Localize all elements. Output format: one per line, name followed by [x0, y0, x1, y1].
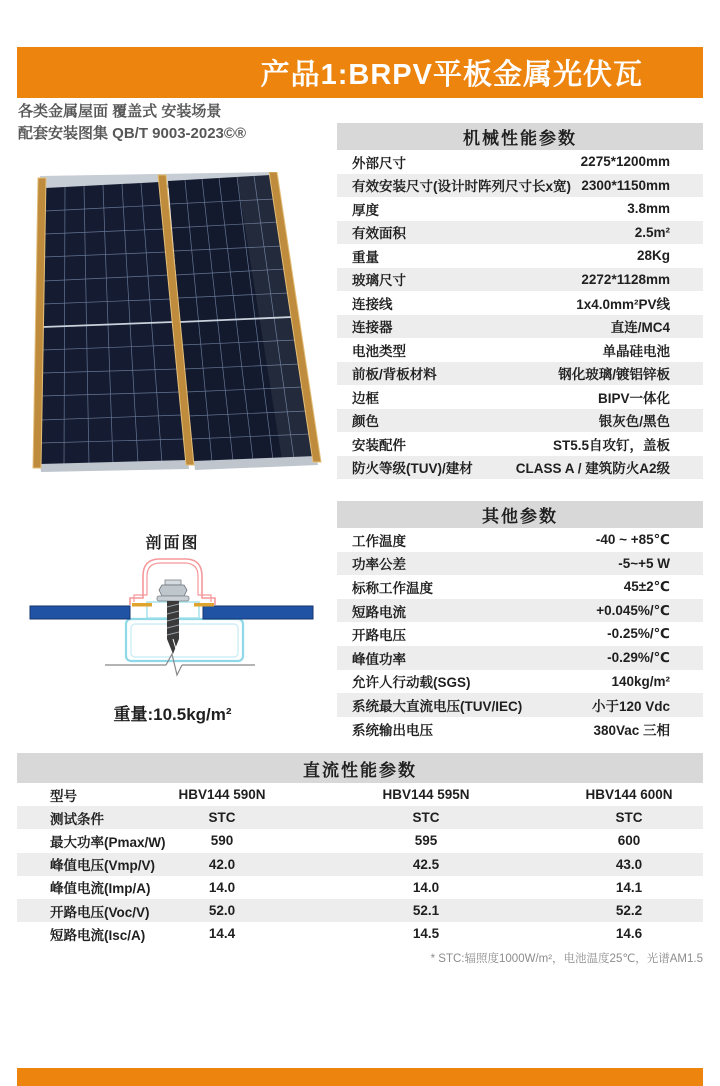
param-value: 银灰色/黑色	[598, 414, 670, 430]
param-value: 45±2℃	[623, 578, 670, 594]
table-row	[17, 829, 703, 852]
param-label: 短路电流(Isc/A)	[50, 927, 146, 943]
param-value: 595	[414, 833, 438, 849]
table-row	[17, 899, 703, 922]
table-row	[337, 693, 703, 717]
table-row	[337, 575, 703, 599]
param-label: 测试条件	[50, 811, 104, 827]
param-label: 连接器	[352, 320, 393, 336]
param-label: 边框	[352, 390, 379, 406]
param-value: 14.0	[208, 879, 236, 895]
param-value: 14.4	[208, 926, 236, 942]
param-value: 小于120 Vdc	[591, 698, 670, 714]
solar-panel-image	[32, 172, 324, 472]
param-label: 峰值功率	[352, 651, 406, 667]
table-row	[337, 456, 703, 480]
table-row	[337, 385, 703, 409]
param-label: 短路电流	[352, 604, 406, 620]
intro-text	[18, 101, 246, 145]
param-value: BIPV一体化	[597, 390, 670, 406]
param-label: 前板/背板材料	[352, 367, 437, 383]
table-row	[337, 717, 703, 741]
param-label: 标称工作温度	[352, 580, 433, 596]
param-label: 安装配件	[352, 437, 406, 453]
table-row	[337, 362, 703, 386]
section-diagram-title: 剖面图	[145, 535, 200, 552]
param-label: 型号	[50, 788, 77, 804]
table-row	[337, 646, 703, 670]
param-value: +0.045%/℃	[596, 602, 670, 618]
stc-footnote: * STC:辐照度1000W/m²，电池温度25℃，光谱AM1.5	[430, 953, 703, 965]
cross-section-drawing	[25, 550, 320, 678]
table-row	[337, 291, 703, 315]
param-value: 42.0	[208, 856, 236, 872]
dc-performance-table	[17, 753, 703, 945]
table-row	[337, 315, 703, 339]
table-row	[337, 432, 703, 456]
param-value: STC	[208, 810, 236, 826]
param-value: 28Kg	[636, 248, 670, 264]
page-footer-bar	[17, 1068, 703, 1086]
param-label: 重量	[352, 249, 379, 265]
table-row	[337, 150, 703, 174]
product-photo	[32, 172, 324, 472]
table-row	[17, 783, 703, 806]
section-diagram	[25, 550, 320, 678]
table-row	[337, 528, 703, 552]
param-value: HBV144 595N	[382, 787, 470, 803]
param-value: 52.2	[615, 903, 643, 919]
param-value: 直连/MC4	[610, 320, 670, 336]
param-value: 52.1	[412, 903, 440, 919]
param-label: 开路电压(Voc/V)	[50, 904, 150, 920]
param-value: 1x4.0mm²PV线	[576, 296, 670, 312]
table-row	[337, 244, 703, 268]
param-label: 允许人行动载(SGS)	[352, 675, 471, 691]
other-params-title: 其他参数	[337, 501, 703, 528]
param-label: 有效面积	[352, 226, 406, 242]
param-value: 140kg/m²	[611, 673, 670, 689]
param-value: STC	[412, 810, 440, 826]
param-value: 2300*1150mm	[581, 177, 670, 193]
param-label: 有效安装尺寸(设计时阵列尺寸长x宽)	[352, 179, 571, 195]
param-label: 工作温度	[352, 533, 406, 549]
table-row	[337, 197, 703, 221]
page-header	[17, 47, 703, 98]
param-label: 电池类型	[352, 343, 406, 359]
param-label: 外部尺寸	[352, 155, 406, 171]
param-label: 峰值电压(Vmp/V)	[50, 858, 156, 874]
table-row	[17, 853, 703, 876]
table-row	[337, 221, 703, 245]
param-label: 系统最大直流电压(TUV/IEC)	[352, 698, 523, 714]
param-value: HBV144 600N	[585, 787, 673, 803]
dc-table-rows	[17, 783, 703, 945]
table-row	[337, 622, 703, 646]
table-row	[337, 599, 703, 623]
param-value: 14.0	[412, 879, 440, 895]
intro-line-1: 各类金属屋面 覆盖式 安装场景	[18, 103, 222, 120]
param-value: 43.0	[615, 856, 643, 872]
mechanical-table-rows	[337, 150, 703, 479]
intro-line-2: 配套安装图集 QB/T 9003-2023©®	[18, 125, 247, 142]
param-value: ST5.5自攻钉，盖板	[552, 437, 670, 453]
param-value: 600	[617, 833, 641, 849]
param-value: -5~+5 W	[618, 555, 670, 571]
table-row	[17, 876, 703, 899]
param-value: 380Vac 三相	[593, 722, 670, 738]
weight-label: 重量:10.5kg/m²	[113, 705, 232, 724]
param-label: 连接线	[352, 296, 393, 312]
mechanical-table	[337, 123, 703, 479]
param-value: 42.5	[412, 856, 440, 872]
param-value: -40 ~ +85℃	[595, 531, 670, 547]
other-params-table	[337, 501, 703, 740]
table-row	[337, 670, 703, 694]
param-label: 玻璃尺寸	[352, 273, 406, 289]
page-title: 产品1:BRPV平板金属光伏瓦	[260, 59, 643, 91]
table-row	[337, 552, 703, 576]
table-row	[337, 268, 703, 292]
other-params-rows	[337, 528, 703, 740]
param-value: 2.5m²	[634, 224, 670, 240]
param-value: STC	[615, 810, 643, 826]
param-value: CLASS A / 建筑防火A2级	[515, 461, 670, 477]
param-value: 2272*1128mm	[581, 271, 670, 287]
param-label: 防火等级(TUV)/建材	[352, 461, 473, 477]
param-value: 14.1	[615, 879, 643, 895]
param-value: 3.8mm	[627, 201, 670, 217]
table-row	[337, 338, 703, 362]
dc-table-title: 直流性能参数	[17, 753, 703, 783]
param-value: 钢化玻璃/镀铝锌板	[558, 367, 670, 383]
param-label: 开路电压	[352, 628, 406, 644]
mechanical-table-title: 机械性能参数	[337, 123, 703, 150]
param-value: 2275*1200mm	[580, 154, 670, 170]
param-label: 颜色	[352, 414, 379, 430]
param-value: 单晶硅电池	[602, 343, 670, 359]
param-label: 厚度	[352, 202, 379, 218]
table-row	[17, 922, 703, 945]
param-label: 峰值电流(Imp/A)	[50, 881, 151, 897]
param-label: 系统输出电压	[352, 722, 433, 738]
param-label: 最大功率(Pmax/W)	[50, 834, 166, 850]
table-row	[337, 409, 703, 433]
param-value: 14.5	[412, 926, 440, 942]
param-value: 590	[210, 833, 234, 849]
param-value: -0.29%/℃	[607, 649, 670, 665]
table-row	[17, 806, 703, 829]
param-value: -0.25%/℃	[607, 626, 670, 642]
param-label: 功率公差	[352, 557, 406, 573]
param-value: 52.0	[208, 903, 236, 919]
param-value: 14.6	[615, 926, 643, 942]
table-row	[337, 174, 703, 198]
param-value: HBV144 590N	[178, 787, 266, 803]
